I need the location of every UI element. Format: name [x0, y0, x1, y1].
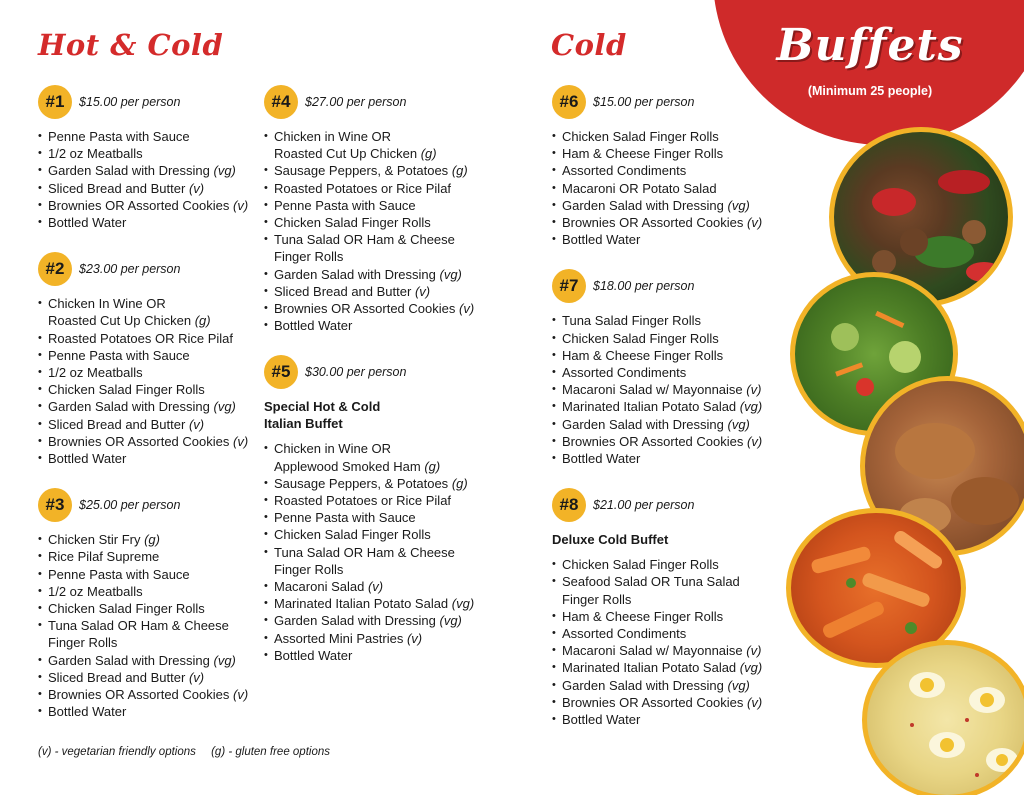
menu-item [264, 475, 494, 492]
menu-item-text: Garden Salad with Dressing [562, 197, 724, 213]
package-5 [264, 354, 494, 664]
menu-item [552, 433, 782, 450]
menu-item-diet-tag: (v) [746, 694, 763, 710]
package-header [552, 84, 782, 120]
menu-item-text: Brownies OR Assorted Cookies [274, 301, 456, 317]
menu-item [38, 416, 258, 433]
menu-item [552, 625, 782, 642]
menu-item [38, 548, 258, 565]
menu-item [552, 608, 782, 625]
menu-item-text: Sliced Bread and Butter [48, 180, 186, 196]
menu-item [38, 364, 258, 381]
menu-item [264, 180, 494, 197]
menu-item-text: Tuna Salad OR Ham & Cheese [274, 232, 455, 248]
menu-item-diet-tag: (vg) [727, 416, 750, 432]
package-header [38, 84, 258, 120]
menu-item-text: Macaroni Salad [274, 579, 365, 595]
package-6 [552, 84, 782, 248]
menu-item [552, 214, 782, 231]
menu-item [264, 595, 494, 612]
menu-item [264, 492, 494, 509]
menu-item [38, 531, 258, 548]
menu-item-text: Sliced Bread and Butter [274, 283, 412, 299]
package-price: $23.00 per person [79, 262, 181, 277]
menu-item-text: Sausage Peppers, & Potatoes [274, 475, 449, 491]
menu-item-diet-tag: (vg) [739, 660, 763, 676]
menu-item-diet-tag: (v) [458, 301, 475, 317]
menu-item-text: Ham & Cheese Finger Rolls [562, 347, 724, 363]
menu-item-diet-tag: (vg) [451, 596, 475, 612]
menu-item-diet-tag: (g) [451, 475, 468, 491]
menu-item [38, 652, 258, 669]
egg-salad-image [867, 645, 1024, 795]
menu-item [38, 128, 258, 145]
menu-item-diet-tag: (v) [232, 433, 249, 449]
package-header [38, 487, 258, 523]
menu-item [38, 703, 258, 720]
menu-item-diet-tag: (v) [188, 669, 205, 685]
menu-item [38, 162, 258, 179]
package-number-badge: #1 [38, 85, 72, 119]
menu-item-text: Assorted Condiments [562, 163, 687, 179]
menu-item [38, 330, 258, 347]
package-4 [264, 84, 494, 334]
menu-item [552, 694, 782, 711]
menu-item-diet-tag: (g) [451, 163, 468, 179]
menu-item [38, 600, 258, 617]
menu-item [38, 566, 258, 583]
menu-item-text: Garden Salad with Dressing [48, 652, 210, 668]
menu-item [552, 347, 782, 364]
buffets-title: Buffets [776, 20, 964, 71]
menu-item [264, 266, 494, 283]
menu-item-text: Bottled Water [562, 712, 641, 728]
menu-item-text: Assorted Mini Pastries [274, 630, 404, 646]
package-header [264, 84, 494, 120]
package-price: $21.00 per person [593, 498, 695, 513]
menu-item [264, 647, 494, 664]
menu-item [38, 180, 258, 197]
menu-item-text: Chicken In Wine OR [48, 296, 166, 312]
menu-item [552, 381, 782, 398]
package-items-list [264, 440, 494, 664]
menu-item [38, 398, 258, 415]
menu-item [552, 364, 782, 381]
menu-item-text: Penne Pasta with Sauce [48, 347, 190, 363]
menu-item-text: Macaroni OR Potato Salad [562, 180, 717, 196]
menu-item-diet-tag: (v) [188, 416, 205, 432]
menu-item-text: Tuna Salad Finger Rolls [562, 313, 701, 329]
menu-item-text: Penne Pasta with Sauce [274, 510, 416, 526]
package-header [38, 251, 258, 287]
menu-item-text: Chicken Salad Finger Rolls [48, 601, 205, 617]
menu-item [264, 578, 494, 595]
menu-item-text: Penne Pasta with Sauce [274, 197, 416, 213]
menu-item-diet-tag: (v) [746, 382, 762, 398]
menu-item [552, 556, 782, 573]
menu-item-diet-tag: (v) [414, 283, 431, 299]
menu-item-text: Brownies OR Assorted Cookies [48, 687, 230, 703]
menu-item [264, 214, 494, 231]
menu-item-diet-tag: (vg) [213, 163, 236, 179]
menu-item-diet-tag: (vg) [727, 197, 750, 213]
menu-item-text: Roasted Potatoes or Rice Pilaf [274, 493, 452, 509]
menu-item-text: Penne Pasta with Sauce [48, 129, 190, 144]
menu-item [38, 617, 258, 651]
menu-item-text: Marinated Italian Potato Salad [562, 660, 737, 676]
menu-item-text: Garden Salad with Dressing [274, 266, 436, 282]
menu-item-diet-tag: (vg) [213, 399, 236, 415]
menu-item [38, 295, 258, 329]
menu-item [38, 347, 258, 364]
menu-item [38, 450, 258, 467]
heading-cold: Cold [551, 28, 627, 62]
menu-item [552, 330, 782, 347]
menu-item-diet-tag: (vg) [439, 266, 462, 282]
menu-item-text: Bottled Water [274, 318, 353, 334]
menu-item [552, 145, 782, 162]
package-items-list [38, 295, 258, 467]
menu-item-text: Ham & Cheese Finger Rolls [562, 608, 724, 624]
menu-item-text: Roasted Cut Up Chicken [274, 146, 418, 162]
menu-item-diet-tag: (vg) [727, 677, 750, 693]
package-subtitle: Special Hot & Cold Italian Buffet [264, 399, 381, 432]
menu-item-diet-tag: (vg) [739, 399, 763, 415]
menu-item-text: 1/2 oz Meatballs [48, 583, 143, 599]
footnote [38, 746, 342, 758]
menu-item [552, 128, 782, 145]
menu-item-diet-tag: (v) [746, 643, 762, 659]
package-items-list [38, 531, 258, 720]
package-7 [552, 268, 782, 467]
menu-item-text: Chicken in Wine OR [274, 129, 392, 144]
menu-item [552, 677, 782, 694]
menu-item-text: Rice Pilaf Supreme [48, 549, 160, 565]
package-number-badge: #5 [264, 355, 298, 389]
menu-item-text: Finger Rolls [48, 635, 118, 651]
menu-item-text: Bottled Water [48, 215, 127, 231]
menu-item-diet-tag: (v) [232, 687, 249, 703]
menu-item-text: Bottled Water [562, 232, 641, 248]
menu-item-text: Seafood Salad OR Tuna Salad [562, 574, 740, 590]
menu-item-text: Bottled Water [274, 647, 353, 663]
package-price: $15.00 per person [593, 95, 695, 109]
menu-item [552, 711, 782, 728]
footnote-gluten-free: (g) - gluten free options [211, 746, 330, 758]
menu-item-diet-tag: (g) [420, 146, 437, 162]
menu-item [552, 180, 782, 197]
menu-item-diet-tag: (v) [367, 579, 384, 595]
menu-item-text: Chicken Salad Finger Rolls [274, 527, 431, 543]
menu-item [264, 300, 494, 317]
menu-item-text: Brownies OR Assorted Cookies [48, 197, 230, 213]
menu-item [552, 162, 782, 179]
package-items-list [552, 556, 782, 728]
menu-item [264, 197, 494, 214]
package-1 [38, 84, 258, 231]
menu-item-diet-tag: (g) [424, 458, 441, 474]
package-price: $25.00 per person [79, 498, 181, 513]
menu-item [38, 197, 258, 214]
package-items-list [264, 128, 494, 334]
menu-item-text: Marinated Italian Potato Salad [274, 596, 449, 612]
package-number-badge: #3 [38, 488, 72, 522]
menu-item-text: Roasted Potatoes OR Rice Pilaf [48, 330, 233, 346]
menu-item-text: Bottled Water [48, 704, 127, 720]
menu-item-diet-tag: (v) [232, 197, 249, 213]
menu-item [264, 544, 494, 578]
menu-item [38, 381, 258, 398]
menu-item-text: Chicken Salad Finger Rolls [562, 330, 719, 346]
footnote-vegetarian: (v) - vegetarian friendly options [38, 746, 196, 758]
menu-item-text: Chicken in Wine OR [274, 441, 392, 457]
menu-item [552, 642, 782, 659]
column-3 [552, 84, 782, 748]
menu-item-text: Sliced Bread and Butter [48, 669, 186, 685]
egg-salad-photo [862, 640, 1024, 795]
package-number-badge: #4 [264, 85, 298, 119]
package-price: $18.00 per person [593, 279, 695, 294]
menu-item-text: Chicken Salad Finger Rolls [562, 557, 719, 573]
menu-item-text: Chicken Salad Finger Rolls [562, 129, 719, 144]
menu-item-text: Chicken Salad Finger Rolls [274, 215, 431, 231]
menu-item-diet-tag: (g) [194, 313, 211, 329]
menu-item-text: Finger Rolls [274, 249, 344, 265]
menu-item-text: Garden Salad with Dressing [274, 613, 436, 629]
menu-item-text: Garden Salad with Dressing [48, 399, 210, 415]
menu-item [264, 128, 494, 162]
menu-item-text: Brownies OR Assorted Cookies [562, 694, 744, 710]
menu-item-diet-tag: (v) [746, 433, 763, 449]
package-number-badge: #2 [38, 252, 72, 286]
package-8 [552, 487, 782, 728]
menu-item-diet-tag: (vg) [439, 613, 462, 629]
menu-item [552, 573, 782, 607]
package-header [264, 354, 494, 390]
package-number-badge: #7 [552, 269, 586, 303]
buffets-subtitle: (Minimum 25 people) [807, 84, 933, 98]
menu-item [264, 283, 494, 300]
menu-item [552, 197, 782, 214]
menu-item-text: Penne Pasta with Sauce [48, 566, 190, 582]
menu-item-text: Garden Salad with Dressing [562, 677, 724, 693]
menu-item-text: Chicken Salad Finger Rolls [48, 382, 205, 398]
menu-item [264, 509, 494, 526]
package-items-list [552, 312, 782, 467]
menu-item [264, 162, 494, 179]
package-header [552, 487, 782, 523]
menu-item-text: Ham & Cheese Finger Rolls [562, 146, 724, 162]
menu-item [38, 583, 258, 600]
menu-item [552, 450, 782, 467]
column-1 [38, 84, 258, 740]
menu-item-text: Roasted Potatoes or Rice Pilaf [274, 180, 452, 196]
package-subtitle: Deluxe Cold Buffet [552, 532, 669, 548]
menu-item-diet-tag: (vg) [213, 652, 236, 668]
package-items-list [38, 128, 258, 231]
menu-item-text: Garden Salad with Dressing [48, 163, 210, 179]
menu-item-text: Applewood Smoked Ham [274, 458, 421, 474]
menu-item [552, 659, 782, 676]
menu-item [264, 630, 494, 647]
menu-item [38, 214, 258, 231]
menu-item-diet-tag: (v) [406, 630, 423, 646]
package-price: $27.00 per person [305, 95, 407, 109]
menu-item [38, 686, 258, 703]
menu-item [264, 317, 494, 334]
package-number-badge: #8 [552, 488, 586, 522]
menu-item-text: Assorted Condiments [562, 365, 687, 381]
menu-item [552, 398, 782, 415]
menu-item-text: Garden Salad with Dressing [562, 416, 724, 432]
menu-item-text: 1/2 oz Meatballs [48, 146, 143, 162]
menu-item [264, 526, 494, 543]
menu-item-diet-tag: (v) [188, 180, 205, 196]
menu-item-text: Brownies OR Assorted Cookies [48, 433, 230, 449]
package-price: $15.00 per person [79, 95, 181, 109]
menu-item-text: Brownies OR Assorted Cookies [562, 215, 744, 231]
menu-item [264, 612, 494, 629]
menu-item [264, 440, 494, 474]
heading-hot-cold: Hot & Cold [38, 28, 224, 62]
menu-item-text: Finger Rolls [274, 561, 344, 577]
menu-item-text: Tuna Salad OR Ham & Cheese [274, 544, 455, 560]
menu-item-text: Marinated Italian Potato Salad [562, 399, 737, 415]
menu-item-text: Bottled Water [562, 451, 641, 467]
menu-item [552, 231, 782, 248]
menu-item [552, 312, 782, 329]
menu-item-diet-tag: (g) [144, 532, 160, 548]
package-number-badge: #6 [552, 85, 586, 119]
package-header [552, 268, 782, 304]
menu-item [38, 669, 258, 686]
menu-item-text: Roasted Cut Up Chicken [48, 313, 192, 329]
column-2 [264, 84, 494, 684]
menu-item [38, 433, 258, 450]
package-2 [38, 251, 258, 467]
menu-item-text: Chicken Stir Fry [48, 532, 141, 548]
menu-item-diet-tag: (v) [746, 215, 763, 231]
package-3 [38, 487, 258, 720]
package-items-list [552, 128, 782, 248]
package-price: $30.00 per person [305, 365, 407, 380]
menu-item-text: Macaroni Salad w/ Mayonnaise [562, 643, 743, 659]
menu-item-text: Macaroni Salad w/ Mayonnaise [562, 382, 743, 398]
menu-item-text: Sliced Bread and Butter [48, 416, 186, 432]
menu-item-text: Assorted Condiments [562, 626, 687, 642]
menu-item [552, 416, 782, 433]
menu-item [264, 231, 494, 265]
menu-item-text: Finger Rolls [562, 591, 632, 607]
menu-item-text: Brownies OR Assorted Cookies [562, 433, 744, 449]
menu-item [38, 145, 258, 162]
menu-item-text: 1/2 oz Meatballs [48, 365, 143, 381]
menu-item-text: Sausage Peppers, & Potatoes [274, 163, 449, 179]
menu-item-text: Bottled Water [48, 451, 127, 467]
menu-item-text: Tuna Salad OR Ham & Cheese [48, 618, 229, 634]
